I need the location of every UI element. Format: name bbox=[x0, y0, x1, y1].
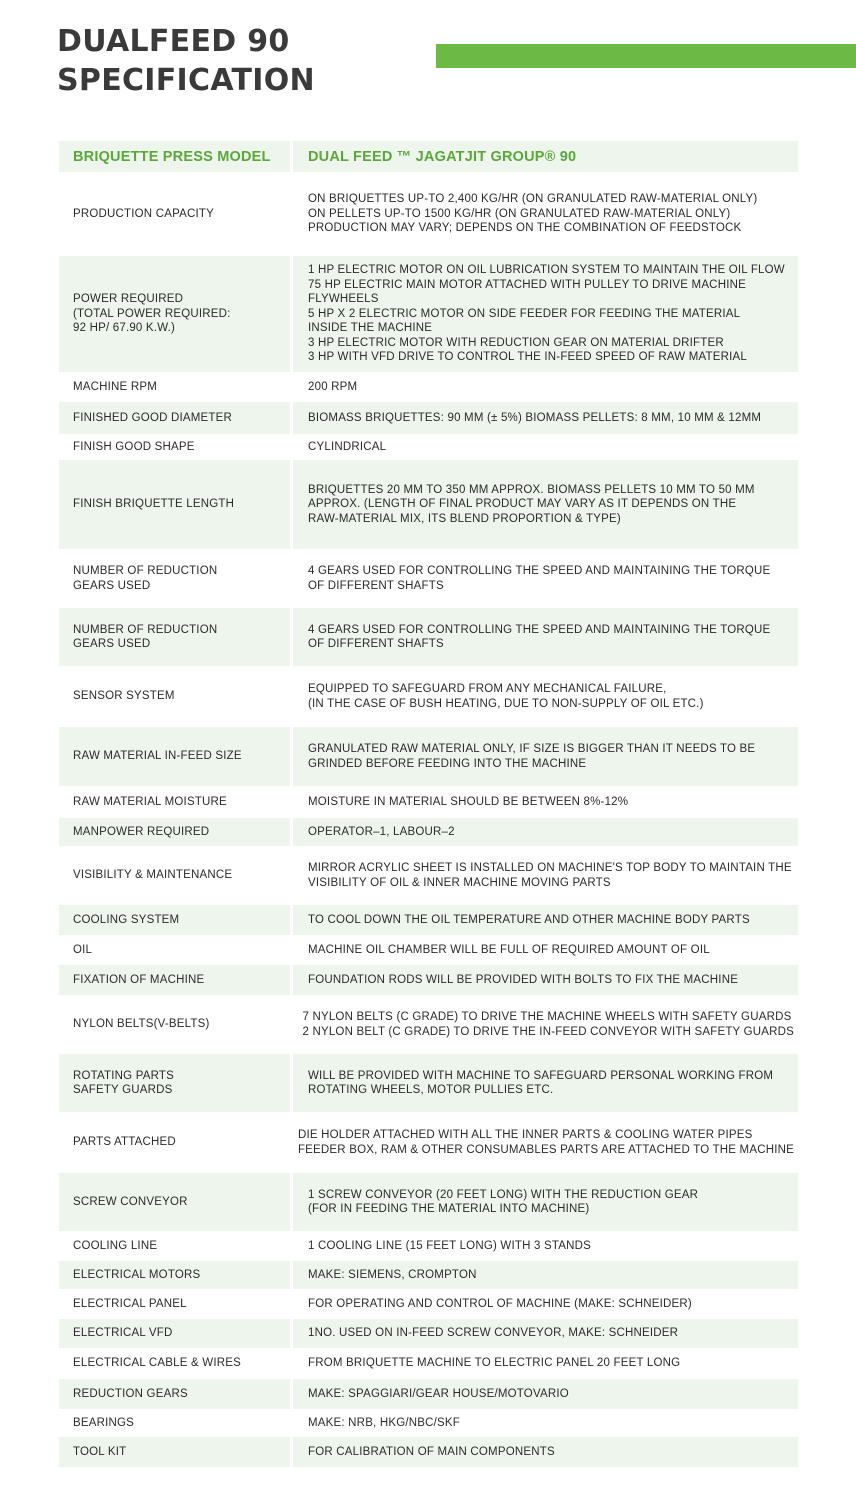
row-label bbox=[59, 825, 291, 840]
row-label-line: NUMBER OF REDUCTION bbox=[73, 565, 218, 577]
row-value bbox=[291, 1416, 798, 1431]
row-label-line: OIL bbox=[73, 943, 93, 956]
row-value bbox=[291, 861, 798, 890]
row-value-line: 3 HP ELECTRIC MOTOR WITH REDUCTION GEAR ON MATERIAL DRIFTER bbox=[308, 336, 724, 349]
table-row bbox=[59, 172, 798, 256]
row-value-line: BIOMASS BRIQUETTES: 90 MM (± 5%) BIOMASS PELLETS: 8 MM, 10 MM & 12MM bbox=[308, 411, 762, 424]
row-value-line: FLYWHEELS bbox=[308, 293, 379, 306]
row-value bbox=[291, 263, 798, 365]
row-value bbox=[291, 380, 798, 395]
row-label bbox=[59, 913, 291, 928]
row-label-line: 92 HP/ 67.90 K.W.) bbox=[73, 322, 176, 335]
row-value-line: 1 SCREW CONVEYOR (20 FEET LONG) WITH THE REDUCTION GEAR bbox=[308, 1188, 699, 1201]
row-label-line: RAW MATERIAL IN-FEED SIZE bbox=[73, 750, 242, 763]
row-value-line: 5 HP X 2 ELECTRIC MOTOR ON SIDE FEEDER FOR FEEDING THE MATERIAL bbox=[308, 307, 741, 320]
row-value-line: 4 GEARS USED FOR CONTROLLING THE SPEED AND MAINTAINING THE TORQUE bbox=[308, 565, 771, 577]
row-value-line: 1NO. USED ON IN-FEED SCREW CONVEYOR, MAKE: SCHNEIDER bbox=[308, 1327, 679, 1340]
column-separator bbox=[290, 1231, 293, 1261]
row-label bbox=[59, 868, 291, 883]
row-value bbox=[291, 1387, 798, 1402]
table-row bbox=[59, 995, 798, 1054]
row-value bbox=[291, 192, 798, 236]
row-value bbox=[291, 1326, 798, 1341]
row-value-line: ROTATING WHEELS, MOTOR PULLIES ETC. bbox=[308, 1084, 554, 1096]
title-line-1: DUALFEED 90 bbox=[57, 24, 290, 59]
row-value bbox=[291, 682, 798, 711]
table-row bbox=[59, 846, 798, 905]
row-label bbox=[59, 1195, 291, 1210]
row-label bbox=[59, 1297, 291, 1312]
row-value-line: OPERATOR–1, LABOUR–2 bbox=[308, 825, 455, 838]
column-separator bbox=[290, 1437, 293, 1467]
row-label-line: FINISH GOOD SHAPE bbox=[73, 440, 195, 453]
column-separator bbox=[290, 372, 293, 402]
table-row bbox=[59, 666, 798, 727]
row-label bbox=[59, 497, 291, 512]
table-header-row bbox=[59, 141, 798, 172]
row-value-line: MIRROR ACRYLIC SHEET IS INSTALLED ON MACHINE'S TOP BODY TO MAINTAIN THE bbox=[308, 862, 792, 874]
row-label-line: NUMBER OF REDUCTION bbox=[73, 623, 218, 636]
row-label bbox=[59, 1416, 291, 1431]
table-row bbox=[59, 1173, 798, 1231]
row-value bbox=[291, 795, 798, 810]
row-value-line: TO COOL DOWN THE OIL TEMPERATURE AND OTHER MACHINE BODY PARTS bbox=[308, 913, 750, 926]
row-value bbox=[291, 943, 798, 958]
title-line-2: SPECIFICATION bbox=[57, 63, 315, 98]
row-label bbox=[59, 1387, 291, 1402]
column-separator bbox=[290, 935, 293, 965]
row-label-line: MACHINE RPM bbox=[73, 380, 157, 393]
row-value bbox=[291, 440, 798, 455]
column-separator bbox=[290, 1348, 293, 1379]
row-value-line: DIE HOLDER ATTACHED WITH ALL THE INNER PARTS & COOLING WATER PIPES bbox=[297, 1129, 753, 1141]
row-value-line: GRANULATED RAW MATERIAL ONLY, IF SIZE IS BIGGER THAN IT NEEDS TO BE bbox=[308, 743, 756, 755]
row-value-line: 75 HP ELECTRIC MAIN MOTOR ATTACHED WITH PULLEY TO DRIVE MACHINE bbox=[308, 278, 746, 291]
row-label bbox=[59, 411, 291, 426]
column-separator bbox=[290, 818, 293, 846]
row-label-line: MANPOWER REQUIRED bbox=[73, 825, 210, 838]
row-value-line: MACHINE OIL CHAMBER WILL BE FULL OF REQUIRED AMOUNT OF OIL bbox=[308, 943, 710, 956]
column-separator bbox=[290, 1289, 293, 1319]
spec-table bbox=[59, 141, 798, 1467]
row-label-line: PRODUCTION CAPACITY bbox=[73, 207, 214, 220]
row-value-line: MOISTURE IN MATERIAL SHOULD BE BETWEEN 8%-12% bbox=[308, 795, 629, 808]
row-label-line: TOOL KIT bbox=[73, 1445, 127, 1458]
column-separator bbox=[290, 905, 293, 935]
row-value bbox=[291, 411, 798, 426]
row-value bbox=[291, 1297, 798, 1312]
row-value-line: INSIDE THE MACHINE bbox=[308, 322, 433, 335]
table-row bbox=[59, 608, 798, 666]
row-label-line: GEARS USED bbox=[73, 638, 151, 650]
table-row bbox=[59, 1409, 798, 1437]
row-label-line: NYLON BELTS(V-BELTS) bbox=[73, 1018, 210, 1031]
row-label-line: SCREW CONVEYOR bbox=[73, 1195, 188, 1208]
column-separator bbox=[290, 1379, 293, 1409]
row-value-line: RAW-MATERIAL MIX, ITS BLEND PROPORTION & TYPE) bbox=[308, 512, 621, 525]
row-value-line: MAKE: SIEMENS, CROMPTON bbox=[308, 1268, 477, 1281]
row-value bbox=[291, 623, 798, 652]
row-value bbox=[291, 1239, 798, 1254]
row-value-line: 4 GEARS USED FOR CONTROLLING THE SPEED AND MAINTAINING THE TORQUE bbox=[308, 623, 771, 636]
row-value-line: ON PELLETS UP-TO 1500 KG/HR (ON GRANULATED RAW-MATERIAL ONLY) bbox=[308, 207, 731, 220]
column-separator bbox=[290, 786, 293, 818]
row-label-line: ELECTRICAL PANEL bbox=[73, 1297, 187, 1310]
table-row bbox=[59, 818, 798, 846]
row-value-line: WILL BE PROVIDED WITH MACHINE TO SAFEGUARD PERSONAL WORKING FROM bbox=[308, 1069, 774, 1082]
row-value-line: 3 HP WITH VFD DRIVE TO CONTROL THE IN-FEED SPEED OF RAW MATERIAL bbox=[308, 351, 747, 364]
row-value-line: OF DIFFERENT SHAFTS bbox=[308, 638, 444, 650]
row-label-line: COOLING SYSTEM bbox=[73, 913, 180, 926]
row-label-line: FINISHED GOOD DIAMETER bbox=[73, 411, 233, 424]
row-value bbox=[291, 483, 798, 527]
table-row bbox=[59, 256, 798, 372]
row-label-line: POWER REQUIRED bbox=[73, 293, 184, 306]
column-separator bbox=[290, 141, 293, 172]
row-value bbox=[281, 1128, 798, 1157]
row-value bbox=[291, 1268, 798, 1283]
row-label bbox=[59, 1356, 291, 1371]
column-separator bbox=[290, 995, 293, 1054]
row-value-line: ON BRIQUETTES UP-TO 2,400 KG/HR (ON GRANULATED RAW-MATERIAL ONLY) bbox=[308, 193, 758, 206]
row-label-line: ROTATING PARTS bbox=[73, 1069, 174, 1082]
row-label-line: FINISH BRIQUETTE LENGTH bbox=[73, 498, 235, 511]
column-separator bbox=[290, 727, 293, 786]
column-separator bbox=[290, 1261, 293, 1289]
table-row bbox=[59, 1437, 798, 1467]
row-value bbox=[291, 742, 798, 771]
row-label bbox=[59, 795, 291, 810]
row-label-line: BEARINGS bbox=[73, 1416, 135, 1429]
row-value bbox=[291, 1069, 798, 1098]
row-label bbox=[59, 1239, 291, 1254]
row-label bbox=[59, 1017, 285, 1032]
row-label bbox=[59, 973, 291, 988]
row-label-line: SENSOR SYSTEM bbox=[73, 690, 175, 703]
row-value-line: APPROX. (LENGTH OF FINAL PRODUCT MAY VARY AS IT DEPENDS ON THE bbox=[308, 498, 737, 511]
row-value-line: FEEDER BOX, RAM & OTHER CONSUMABLES PARTS ARE ATTACHED TO THE MACHINE bbox=[297, 1143, 794, 1156]
table-row bbox=[59, 372, 798, 402]
column-separator bbox=[290, 549, 293, 608]
row-label bbox=[59, 440, 291, 455]
row-label-line: COOLING LINE bbox=[73, 1239, 158, 1252]
column-separator bbox=[290, 402, 293, 434]
table-row bbox=[59, 434, 798, 460]
accent-bar bbox=[436, 44, 856, 68]
row-value-line: BRIQUETTES 20 MM TO 350 MM APPROX. BIOMASS PELLETS 10 MM TO 50 MM bbox=[308, 483, 755, 496]
column-separator bbox=[290, 172, 293, 256]
column-separator bbox=[290, 846, 293, 905]
row-label-line: VISIBILITY & MAINTENANCE bbox=[73, 869, 233, 882]
row-value-line: FOUNDATION RODS WILL BE PROVIDED WITH BOLTS TO FIX THE MACHINE bbox=[308, 973, 739, 986]
row-label bbox=[59, 943, 291, 958]
row-value bbox=[291, 1188, 798, 1217]
column-separator bbox=[290, 1173, 293, 1231]
column-separator bbox=[290, 965, 293, 995]
row-value-line: (FOR IN FEEDING THE MATERIAL INTO MACHINE) bbox=[308, 1203, 590, 1215]
row-value-line: PRODUCTION MAY VARY; DEPENDS ON THE COMBINATION OF FEEDSTOCK bbox=[308, 222, 742, 235]
column-separator bbox=[290, 608, 293, 666]
column-separator bbox=[290, 1054, 293, 1112]
row-value-line: 2 NYLON BELT (C GRADE) TO DRIVE THE IN-FEED CONVEYOR WITH SAFETY GUARDS bbox=[302, 1025, 794, 1038]
row-value-line: GRINDED BEFORE FEEDING INTO THE MACHINE bbox=[308, 757, 587, 770]
row-label-line: ELECTRICAL CABLE & WIRES bbox=[73, 1357, 241, 1370]
column-separator bbox=[290, 1409, 293, 1437]
column-separator bbox=[290, 460, 293, 549]
row-label bbox=[59, 689, 291, 704]
table-row bbox=[59, 1261, 798, 1289]
row-label-line: GEARS USED bbox=[73, 579, 151, 592]
row-value-line: OF DIFFERENT SHAFTS bbox=[308, 579, 444, 592]
table-row bbox=[59, 965, 798, 995]
row-value-line: MAKE: NRB, HKG/NBC/SKF bbox=[308, 1416, 461, 1429]
row-label bbox=[59, 623, 291, 652]
table-row bbox=[59, 1289, 798, 1319]
row-value-line: 1 COOLING LINE (15 FEET LONG) WITH 3 STANDS bbox=[308, 1239, 591, 1252]
row-label bbox=[59, 207, 291, 222]
row-value-line: MAKE: SPAGGIARI/GEAR HOUSE/MOTOVARIO bbox=[308, 1387, 569, 1400]
row-label bbox=[59, 1069, 291, 1098]
column-separator bbox=[290, 256, 293, 372]
row-label bbox=[59, 1268, 291, 1283]
row-value bbox=[291, 564, 798, 593]
row-label bbox=[59, 1445, 291, 1460]
column-separator bbox=[290, 434, 293, 460]
table-row bbox=[59, 727, 798, 786]
row-value-line: FOR OPERATING AND CONTROL OF MACHINE (MAKE: SCHNEIDER) bbox=[308, 1297, 692, 1310]
row-value-line: CYLINDRICAL bbox=[308, 440, 387, 453]
row-label bbox=[59, 292, 291, 336]
table-row bbox=[59, 460, 798, 549]
header-label: BRIQUETTE PRESS MODEL bbox=[73, 148, 271, 165]
table-row bbox=[59, 1112, 798, 1173]
table-row bbox=[59, 905, 798, 935]
row-value-line: VISIBILITY OF OIL & INNER MACHINE MOVING PARTS bbox=[308, 876, 611, 889]
row-label bbox=[59, 1135, 281, 1150]
row-label-line: (TOTAL POWER REQUIRED: bbox=[73, 307, 231, 320]
column-separator bbox=[290, 1319, 293, 1348]
row-value-line: FROM BRIQUETTE MACHINE TO ELECTRIC PANEL 20 FEET LONG bbox=[308, 1357, 681, 1370]
table-row bbox=[59, 402, 798, 434]
row-value bbox=[291, 1445, 798, 1460]
column-separator bbox=[290, 1112, 293, 1173]
row-value bbox=[291, 913, 798, 928]
row-value bbox=[291, 973, 798, 988]
column-separator bbox=[290, 666, 293, 727]
row-label-line: ELECTRICAL MOTORS bbox=[73, 1268, 201, 1281]
row-value bbox=[291, 825, 798, 840]
row-value bbox=[285, 1010, 798, 1039]
row-label bbox=[59, 1326, 291, 1341]
page-title bbox=[57, 22, 315, 100]
table-row bbox=[59, 1348, 798, 1379]
row-label-line: FIXATION OF MACHINE bbox=[73, 973, 205, 986]
row-value-line: (IN THE CASE OF BUSH HEATING, DUE TO NON-SUPPLY OF OIL ETC.) bbox=[308, 697, 704, 710]
table-row bbox=[59, 549, 798, 608]
row-label bbox=[59, 564, 291, 593]
row-label-line: REDUCTION GEARS bbox=[73, 1387, 188, 1400]
row-value-line: 1 HP ELECTRIC MOTOR ON OIL LUBRICATION SYSTEM TO MAINTAIN THE OIL FLOW bbox=[308, 264, 785, 277]
table-row bbox=[59, 786, 798, 818]
table-row bbox=[59, 1319, 798, 1348]
table-row bbox=[59, 1054, 798, 1112]
row-value-line: FOR CALIBRATION OF MAIN COMPONENTS bbox=[308, 1445, 555, 1458]
row-label-line: SAFETY GUARDS bbox=[73, 1084, 173, 1096]
row-label-line: RAW MATERIAL MOISTURE bbox=[73, 795, 227, 808]
table-row bbox=[59, 935, 798, 965]
row-label bbox=[59, 749, 291, 764]
row-value-line: 7 NYLON BELTS (C GRADE) TO DRIVE THE MACHINE WHEELS WITH SAFETY GUARDS bbox=[302, 1011, 792, 1023]
row-label-line: ELECTRICAL VFD bbox=[73, 1327, 173, 1340]
row-value bbox=[291, 1356, 798, 1371]
row-label-line: PARTS ATTACHED bbox=[73, 1136, 176, 1149]
table-row bbox=[59, 1231, 798, 1261]
row-label bbox=[59, 380, 291, 395]
header-value: DUAL FEED ™ JAGATJIT GROUP® 90 bbox=[308, 148, 577, 165]
row-value-line: 200 RPM bbox=[308, 380, 358, 393]
table-row bbox=[59, 1379, 798, 1409]
row-value-line: EQUIPPED TO SAFEGUARD FROM ANY MECHANICAL FAILURE, bbox=[308, 683, 667, 695]
